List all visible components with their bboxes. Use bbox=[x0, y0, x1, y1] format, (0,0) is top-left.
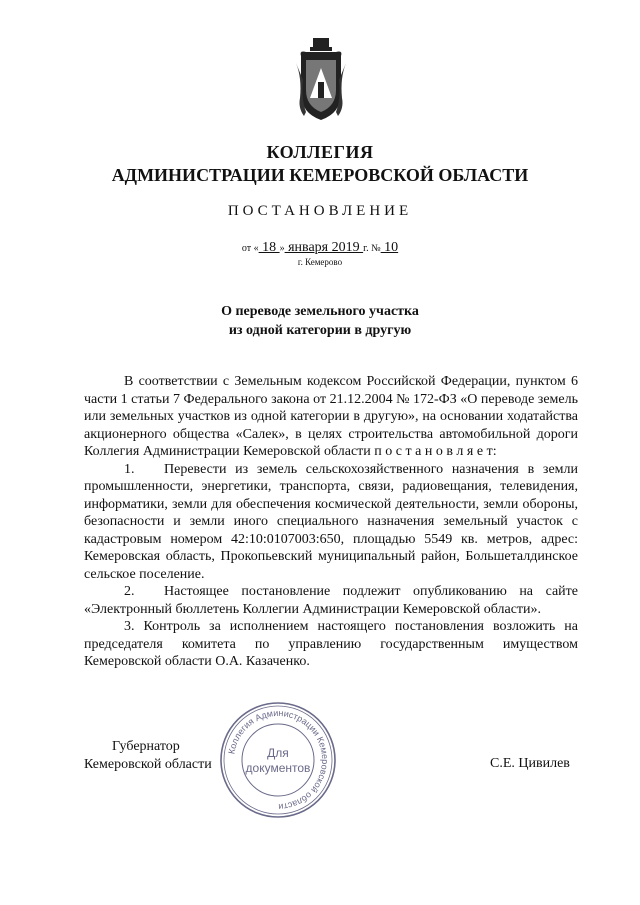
signatory-title bbox=[84, 738, 212, 774]
document-body bbox=[84, 373, 578, 671]
preamble: В соответствии с Земельным кодексом Российской Федерации, пунктом 6 части 1 статьи 7 Федерального закона от 21.12.2004 № 172-ФЗ «О переводе земель или земельных участков из одной категории в другую», на основании ходатайства акционерного общества «Салек», в целях строительства автомобильной дороги Коллегия Администрации Кемеровской области п о с т а н о в л я е т: bbox=[84, 374, 578, 459]
official-stamp bbox=[218, 700, 338, 820]
city: г. Кемерово bbox=[297, 257, 343, 267]
org-title-line2: АДМИНИСТРАЦИИ КЕМЕРОВСКОЙ ОБЛАСТИ bbox=[111, 165, 529, 185]
stamp-center-line2: документов bbox=[245, 761, 311, 775]
subject-line1: О переводе земельного участка bbox=[221, 304, 419, 319]
date-day: 18 bbox=[258, 240, 280, 255]
org-title-line1: КОЛЛЕГИЯ bbox=[266, 142, 374, 162]
signatory-title-line1: Губернатор bbox=[112, 739, 180, 754]
item-3: 3. Контроль за исполнением настоящего постановления возложить на председателя комитета по управлению государственным имуществом Кемеровской области О.А. Казаченко. bbox=[84, 619, 578, 669]
date-month-year: января 2019 bbox=[284, 240, 364, 255]
item-2-text: Настоящее постановление подлежит опубликованию на сайте «Электронный бюллетень Коллегии Администрации Кемеровской области». bbox=[84, 584, 578, 617]
item-1-text: Перевести из земель сельскохозяйственного назначения в земли промышленности, энергетики, транспорта, связи, радиовещания, телевидения, информатики, земли для обеспечения космической деятельности, земли обороны, безопасности и земли иного специального назначения земельный участок с кадастровым номером 42:10:0107003:650, площадью 5549 кв. метров, адрес: Кемеровская область, Прокопьевский муниципальный район, Большеталдинское сельское поселение. bbox=[84, 461, 578, 582]
subject bbox=[0, 302, 640, 340]
item-1 bbox=[84, 461, 578, 584]
stamp-ring-text: Коллегия Администрации Кемеровской области bbox=[226, 707, 331, 813]
document-type: ПОСТАНОВЛЕНИЕ bbox=[227, 203, 413, 219]
document-number: 10 bbox=[380, 240, 399, 255]
item-1-number: 1. bbox=[124, 461, 135, 477]
stamp-inner-ring bbox=[224, 706, 332, 814]
date-mid: » bbox=[279, 243, 285, 254]
signatory-title-line2: Кемеровской области bbox=[84, 757, 212, 772]
item-2 bbox=[84, 583, 578, 618]
date-line bbox=[0, 240, 640, 256]
coat-of-arms-icon bbox=[296, 38, 346, 122]
subject-line2: из одной категории в другую bbox=[228, 323, 412, 338]
date-suffix: г. bbox=[363, 243, 369, 254]
stamp-center-ring bbox=[242, 724, 314, 796]
date-prefix: от « bbox=[241, 243, 259, 254]
stamp-center-line1: Для bbox=[267, 746, 289, 760]
number-label: № bbox=[371, 243, 381, 254]
item-2-number: 2. bbox=[124, 584, 135, 599]
signatory-name: С.Е. Цивилев bbox=[490, 756, 570, 771]
stamp-outer-ring bbox=[221, 703, 335, 817]
